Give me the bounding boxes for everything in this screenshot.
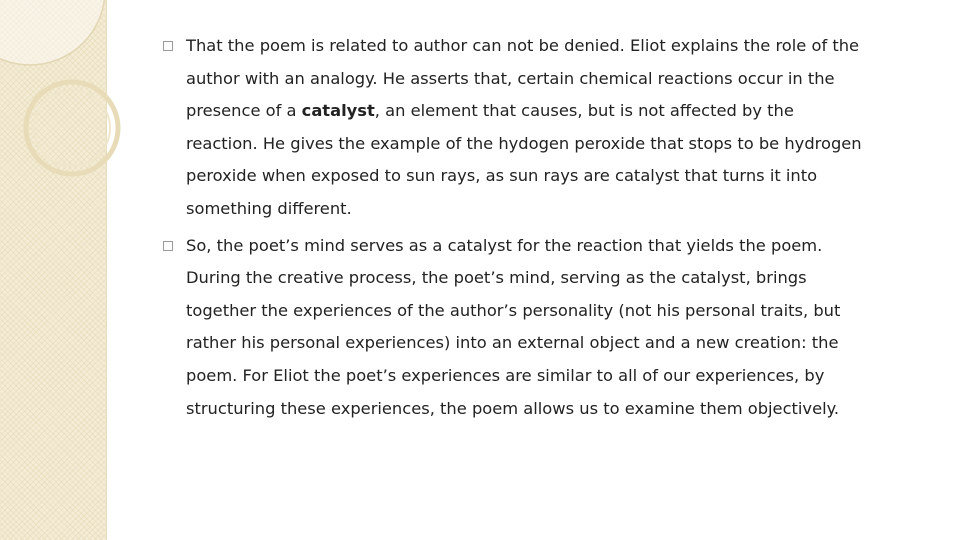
decorative-side-band xyxy=(0,0,107,540)
bullet-item xyxy=(163,230,863,426)
bullet-square-icon xyxy=(163,41,173,51)
bullet-text: That the poem is related to author can not be denied. Eliot explains the role of the author with an analogy. He asserts that, certain chemical reactions occur in the presence of a xyxy=(186,36,860,121)
bullet-text: So, the poet’s mind serves as a catalyst for the reaction that yields the poem. During the creative process, the poet’s mind, serving as the catalyst, brings together the experiences of the author’s personality (not his personal traits, but rather his personal experiences) into an external object and a new creation: the poem. For Eliot the poet’s experiences are similar to all of our experiences, by structuring these experiences, the poem allows us to examine them objectively. xyxy=(186,235,841,418)
slide-body xyxy=(163,30,863,429)
bullet-square-icon xyxy=(163,241,173,251)
bold-term: catalyst xyxy=(301,101,375,121)
bullet-item xyxy=(163,30,863,226)
bullet-text: , an element that causes, but is not affected by the reaction. He gives the example of the hydogen peroxide that stops to be hydrogen peroxide when exposed to sun rays, as sun rays are catalyst that turns it into something different. xyxy=(186,101,862,218)
